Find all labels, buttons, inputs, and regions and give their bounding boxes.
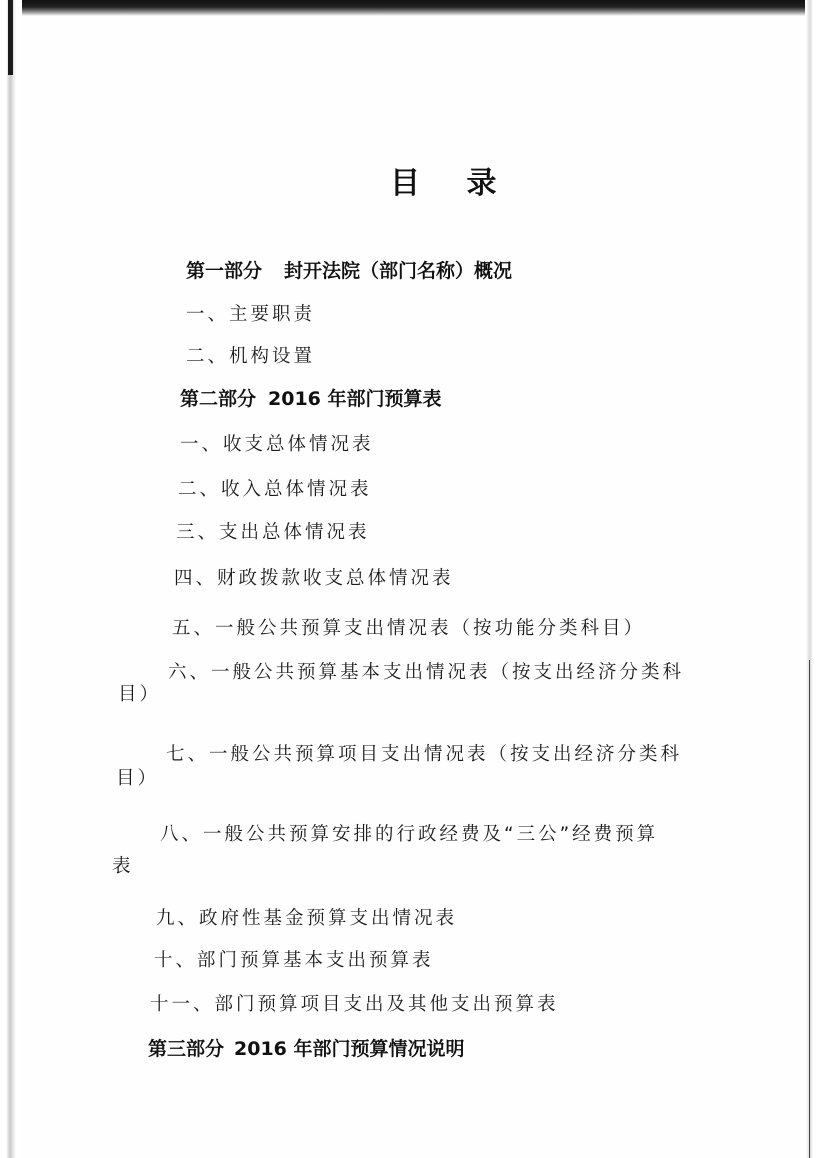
toc-item: 十、部门预算基本支出预算表 — [154, 950, 434, 971]
toc-item: 十一、部门预算项目支出及其他支出预算表 — [150, 994, 559, 1015]
part2-heading — [180, 384, 442, 411]
toc-item: 八、一般公共预算安排的行政经费及“三公”经费预算 — [160, 824, 659, 845]
toc-item: 二、收入总体情况表 — [178, 479, 372, 500]
part2-name: 2016 年部门预算表 — [268, 388, 442, 410]
toc-item: 二、机构设置 — [186, 346, 316, 367]
toc-item: 四、财政拨款收支总体情况表 — [174, 568, 454, 589]
part3-name: 2016 年部门预算情况说明 — [234, 1038, 465, 1060]
scan-edge-top — [0, 0, 819, 16]
toc-item-continuation: 目） — [116, 768, 160, 789]
scan-edge-right-line — [809, 660, 810, 1158]
scan-edge-right — [805, 0, 819, 1158]
toc-item: 一、主要职责 — [186, 304, 316, 325]
toc-item: 三、支出总体情况表 — [176, 522, 370, 543]
scan-edge-left — [0, 0, 22, 1158]
toc-item-continuation: 表 — [112, 856, 134, 877]
scan-edge-left-mark — [8, 0, 13, 75]
part2-label: 第二部分 — [180, 388, 257, 410]
part3-label: 第三部分 — [148, 1038, 225, 1060]
part1-heading — [186, 256, 512, 283]
toc-item: 一、收支总体情况表 — [180, 434, 374, 455]
toc-title: 目 录 — [390, 166, 515, 201]
toc-item: 六、一般公共预算基本支出情况表（按支出经济分类科 — [168, 662, 685, 683]
toc-item: 七、一般公共预算项目支出情况表（按支出经济分类科 — [166, 744, 683, 765]
toc-item: 五、一般公共预算支出情况表（按功能分类科目） — [172, 618, 646, 639]
toc-item-continuation: 目） — [118, 684, 162, 705]
part1-name: 封开法院（部门名称）概况 — [284, 260, 513, 282]
part1-label: 第一部分 — [186, 260, 263, 282]
part3-heading — [148, 1034, 465, 1061]
toc-item: 九、政府性基金预算支出情况表 — [156, 908, 458, 929]
